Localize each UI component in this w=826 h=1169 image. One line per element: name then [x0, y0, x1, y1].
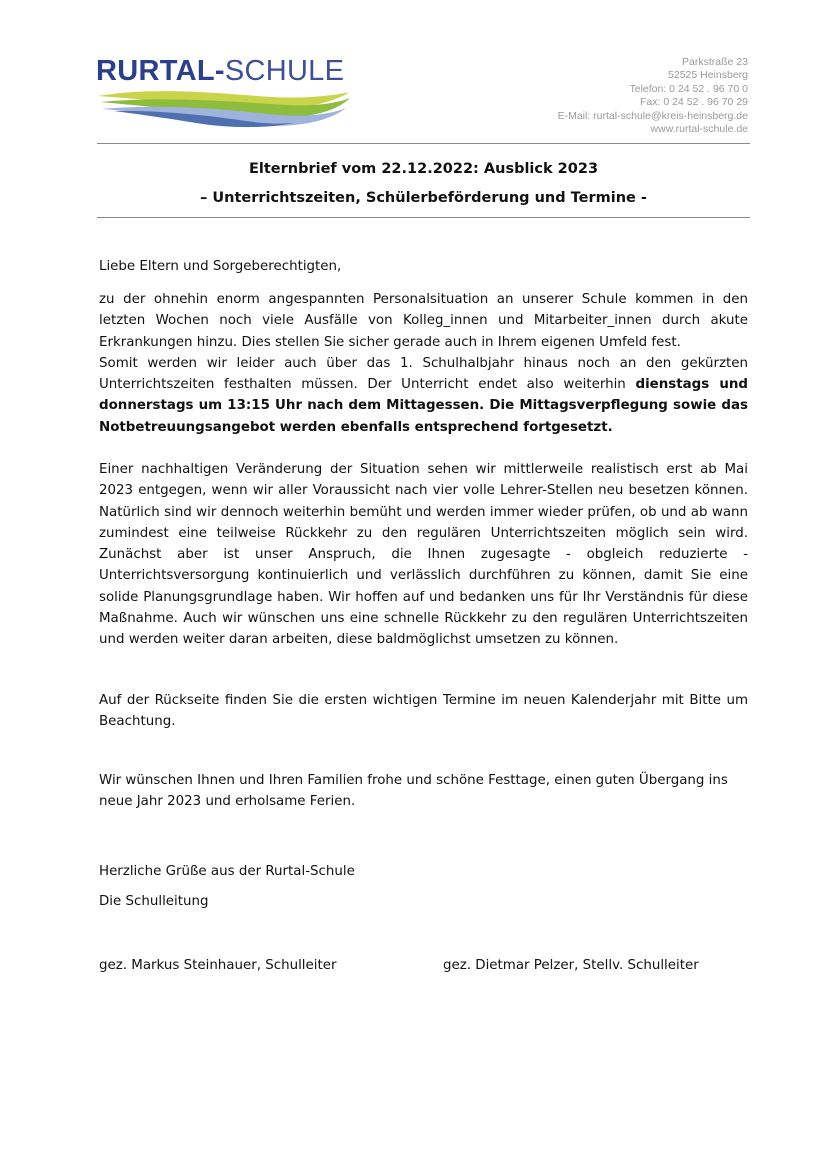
address-phone: Telefon: 0 24 52 . 96 70 0 [629, 82, 748, 95]
school-logo [96, 54, 352, 128]
paragraph-outlook: Einer nachhaltigen Veränderung der Situation sehen wir mittlerweile realistisch erst ab Mai 2023 entgegen, wenn wir aller Voraussicht nach vier volle Lehrer-Stellen neu besetzen können. Natürlich sind wir dennoch weiterhin bemüht und werden immer wieder prüfen, ob und ab wann zumindest eine teilweise Rückkehr zu den regulären Unterrichtszeiten möglich sein wird. Zunächst aber ist unser Anspruch, die Ihnen zugesagte - obgleich reduzierte - Unterrichtsversorgung kontinuierlich und verlässlich durchführen zu können, damit Sie eine solide Planungsgrundlage haben. Wir hoffen auf und bedanken uns für Ihr Verständnis für diese Maßnahme. Auch wir wünschen uns eine schnelle Rückkehr zu den regulären Unterrichtszeiten und werden weiter daran arbeiten, diese baldmöglichst umsetzen zu können. [99, 462, 748, 648]
salutation: Liebe Eltern und Sorgeberechtigten, [99, 259, 342, 274]
letter-subtitle: – Unterrichtszeiten, Schülerbeförderung und Termine - [200, 190, 647, 206]
address-website[interactable]: www.rurtal-schule.de [650, 123, 748, 136]
paragraph-staffing-intro: zu der ohnehin enorm angespannten Personalsituation an unserer Schule kommen in den letzten Wochen noch viele Ausfälle von Kolleg_innen und Mitarbeiter_innen durch akute Erkrankungen hinzu. Dies stellen Sie sicher gerade auch in Ihrem eigenen Umfeld fest. [99, 292, 748, 350]
title-bottom-divider [97, 217, 750, 218]
title-top-divider [97, 143, 750, 144]
sender: Die Schulleitung [99, 894, 209, 909]
address-fax: Fax: 0 24 52 . 96 70 29 [640, 96, 748, 109]
signature-deputy: gez. Dietmar Pelzer, Stellv. Schulleiter [443, 958, 699, 973]
logo-name-light: SCHULE [224, 55, 345, 87]
school-address [558, 56, 748, 136]
address-street: Parkstraße 23 [682, 56, 748, 68]
paragraph-staffing [99, 289, 748, 438]
closing-greeting: Herzliche Grüße aus der Rurtal-Schule [99, 864, 355, 879]
letter-title: Elternbrief vom 22.12.2022: Ausblick 2023 [248, 161, 599, 177]
logo-name-bold: RURTAL- [96, 55, 225, 87]
paragraph-wishes-line2: neue Jahr 2023 und erholsame Ferien. [99, 794, 356, 810]
paragraph-staffing-schedule: Somit werden wir leider auch über das 1. Schulhalbjahr hinaus noch an den gekürzten Unterrichtszeiten festhalten müssen. Der Unterricht endet also weiterhin [99, 355, 748, 393]
paragraph-dates-notice: Auf der Rückseite finden Sie die ersten wichtigen Termine im neuen Kalenderjahr mit Bitte um Beachtung. [99, 693, 748, 730]
paragraph-staffing-highlight: dienstags und donnerstags um 13:15 Uhr nach dem Mittagessen. Die Mittagsverpflegung sowie das Notbetreuungsangebot werden ebenfalls entsprechend fortgesetzt. [99, 377, 748, 435]
logo-waves-icon [96, 88, 352, 130]
logo-wordmark [96, 54, 344, 88]
paragraph-wishes-line1: Wir wünschen Ihnen und Ihren Familien frohe und schöne Festtage, einen guten Übergang ins [99, 773, 728, 788]
signature-principal: gez. Markus Steinhauer, Schulleiter [99, 958, 337, 973]
address-email[interactable]: E-Mail: rurtal-schule@kreis-heinsberg.de [557, 109, 748, 122]
paragraph-wishes [99, 770, 748, 813]
address-city: 52525 Heinsberg [668, 69, 748, 82]
